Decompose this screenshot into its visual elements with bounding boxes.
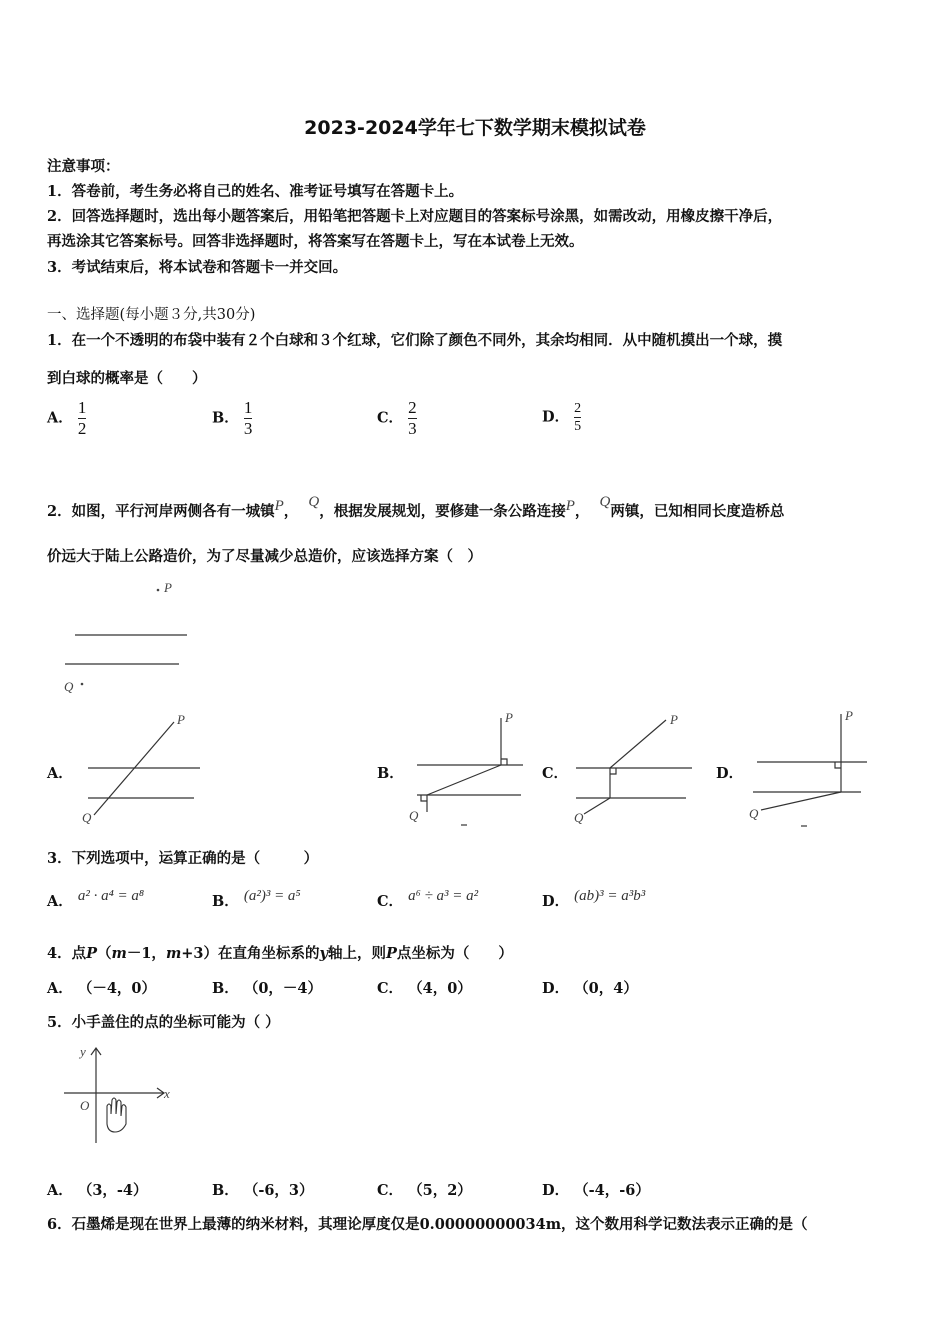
option-label: B． bbox=[212, 893, 239, 910]
label-p: P bbox=[164, 580, 172, 595]
q2-option-d-figure bbox=[745, 706, 875, 828]
q3-stem: 3．下列选项中，运算正确的是（ ） bbox=[47, 850, 319, 867]
q1-option-d[interactable] bbox=[542, 400, 581, 435]
var-q: Q bbox=[599, 494, 611, 510]
q2-river-figure bbox=[55, 578, 205, 698]
expression: a² · a⁴ = a⁸ bbox=[77, 888, 145, 904]
label-q: Q bbox=[64, 679, 74, 694]
fraction: $\frac{1}{2}$ bbox=[77, 398, 87, 438]
q1-line1: 1．在一个不透明的布袋中装有２个白球和３个红球，它们除了颜色不同外，其余均相同．从中随机摸出一个球，摸 bbox=[47, 332, 783, 349]
q2-option-d[interactable]: D． bbox=[716, 765, 744, 782]
section-heading: 一、选择题(每小题３分,共30分) bbox=[47, 307, 256, 323]
q2-option-a-figure bbox=[78, 710, 208, 828]
axis-y-label: y bbox=[80, 1044, 86, 1059]
q4-option-c[interactable]: C． （4，0） bbox=[377, 980, 472, 997]
axis-x-label: x bbox=[164, 1086, 170, 1101]
q3-option-a[interactable] bbox=[47, 890, 144, 911]
fraction: $\frac{1}{3}$ bbox=[243, 398, 253, 438]
option-label: A． bbox=[47, 893, 73, 910]
q2-option-c-figure bbox=[570, 710, 700, 828]
expression: a⁶ ÷ a³ = a² bbox=[408, 888, 479, 904]
origin-label: O bbox=[80, 1098, 90, 1113]
label-q: Q bbox=[409, 808, 419, 823]
right-angle-mark bbox=[501, 759, 507, 765]
label-p: P bbox=[670, 712, 678, 727]
q5-stem: 5．小手盖住的点的坐标可能为（ ） bbox=[47, 1014, 280, 1031]
notes-heading: 注意事项： bbox=[47, 158, 120, 175]
option-label: C． bbox=[377, 893, 404, 910]
label-q: Q bbox=[749, 806, 759, 821]
q5-option-d[interactable]: D． （-4，-6） bbox=[542, 1182, 650, 1199]
bridge bbox=[427, 765, 501, 795]
q4-option-b[interactable]: B． （0，－4） bbox=[212, 980, 323, 997]
q1-option-b[interactable] bbox=[212, 398, 252, 439]
road-q bbox=[761, 792, 841, 810]
right-angle-mark bbox=[835, 762, 841, 768]
q6-stem: 6．石墨烯是现在世界上最薄的纳米材料，其理论厚度仅是0.00000000034m，这个数用科学记数法表示正确的是（ bbox=[47, 1216, 808, 1233]
option-label: C． bbox=[377, 409, 404, 427]
point-q bbox=[81, 683, 84, 686]
road-q bbox=[584, 798, 610, 814]
note-3: 3．考试结束后，将本试卷和答题卡一并交回。 bbox=[47, 259, 348, 276]
q2-line1: 2．如图，平行河岸两侧各有一城镇P， Q，根据发展规划，要修建一条公路连接P， Q两镇，已知相同长度造桥总 bbox=[47, 494, 785, 520]
q2-option-c[interactable]: C． bbox=[542, 765, 569, 782]
label-q: Q bbox=[82, 810, 92, 825]
var-p: P bbox=[274, 498, 284, 514]
var-p: P bbox=[565, 498, 575, 514]
option-label: A． bbox=[47, 409, 73, 427]
q3-option-b[interactable] bbox=[212, 890, 301, 911]
fraction: $\frac{2}{3}$ bbox=[408, 398, 417, 438]
expression: (a²)³ = a⁵ bbox=[243, 888, 301, 904]
q5-option-a[interactable]: A． （3，-4） bbox=[47, 1182, 148, 1199]
q2-option-b-figure bbox=[405, 708, 535, 828]
var-q: Q bbox=[308, 494, 320, 510]
right-angle-mark bbox=[610, 768, 616, 774]
q4-option-d[interactable]: D． （0，4） bbox=[542, 980, 638, 997]
q1-line2: 到白球的概率是（ ） bbox=[47, 370, 207, 387]
option-label: D． bbox=[542, 893, 570, 910]
option-label: D． bbox=[542, 408, 570, 426]
label-p: P bbox=[177, 712, 185, 727]
q4-stem: 4．点P（m－1，m+3）在直角坐标系的y轴上，则P点坐标为（ ） bbox=[47, 945, 513, 962]
label-q: Q bbox=[574, 810, 584, 825]
right-angle-mark bbox=[421, 795, 427, 801]
note-1: 1．答卷前，考生务必将自己的姓名、准考证号填写在答题卡上。 bbox=[47, 183, 464, 200]
q2-option-b[interactable]: B． bbox=[377, 765, 404, 782]
road-p bbox=[610, 720, 666, 768]
note-2b: 再选涂其它答案标号。回答非选择题时，将答案写在答题卡上，写在本试卷上无效。 bbox=[47, 233, 584, 250]
q4-option-a[interactable]: A． （－4，0） bbox=[47, 980, 157, 997]
label-p: P bbox=[505, 710, 513, 725]
q1-option-c[interactable] bbox=[377, 398, 417, 439]
q2-line2: 价远大于陆上公路造价，为了尽量减少总造价，应该选择方案（ ） bbox=[47, 548, 482, 565]
q1-option-a[interactable] bbox=[47, 398, 86, 439]
hand-icon bbox=[107, 1098, 126, 1132]
page-title: 2023-2024学年七下数学期末模拟试卷 bbox=[304, 117, 646, 139]
q5-option-c[interactable]: C． （5，2） bbox=[377, 1182, 472, 1199]
note-2a: 2．回答选择题时，选出每小题答案后，用铅笔把答题卡上对应题目的答案标号涂黑，如需改动，用橡皮擦干净后， bbox=[47, 208, 783, 225]
expression: (ab)³ = a³b³ bbox=[574, 888, 646, 904]
q3-option-d[interactable] bbox=[542, 890, 645, 911]
q5-coordinate-figure bbox=[60, 1040, 190, 1150]
point-p bbox=[157, 589, 160, 592]
label-p: P bbox=[845, 708, 853, 723]
option-label: B． bbox=[212, 409, 239, 427]
q3-option-c[interactable] bbox=[377, 890, 478, 911]
q5-option-b[interactable]: B． （-6，3） bbox=[212, 1182, 314, 1199]
q2-option-a[interactable]: A． bbox=[47, 765, 73, 782]
fraction: $\frac{2}{5}$ bbox=[574, 401, 582, 434]
